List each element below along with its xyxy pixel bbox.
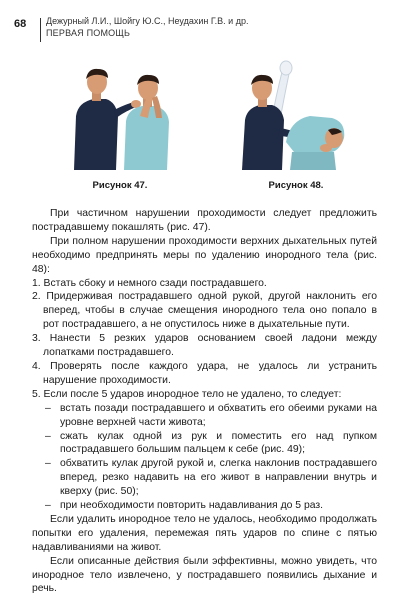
header-authors: Дежурный Л.И., Шойгу Ю.С., Неудахин Г.В. и др. — [46, 16, 249, 26]
body-text — [32, 207, 377, 596]
header-divider — [40, 18, 41, 42]
list-item: 1. Встать сбоку и немного сзади пострадавшего. — [32, 277, 267, 289]
list-item: 5. Если после 5 ударов инородное тело не удалено, то следует: — [32, 388, 342, 400]
figure-48-caption: Рисунок 48. — [268, 180, 324, 191]
sub-list-item: – обхватить кулак другой рукой и, слегка наклонив пострадавшего вперед, резко надавить на его живот в направлении внутрь и кверху (рис. 50); — [32, 457, 377, 499]
paragraph-2: При полном нарушении проходимости верхних дыхательных путей необходимо предпринять меры по удалению инородного тела (рис. 48): — [32, 235, 377, 275]
page-number: 68 — [14, 18, 27, 30]
list-item: 2. Придерживая пострадавшего одной рукой, другой наклонить его вперед, чтобы в случае смещения инородного тела оно попало в рот пострадавшего, а не опустилось ниже в дыхательные пути. — [32, 291, 377, 331]
paragraph-1: При частичном нарушении проходимости следует предложить пострадавшему покашлять (рис. 47). — [32, 208, 377, 233]
figure-47-caption: Рисунок 47. — [92, 180, 148, 191]
page-header — [14, 16, 404, 40]
sub-list-item: – встать позади пострадавшего и обхватить его обеими руками на уровне верхней части живота; — [32, 402, 377, 430]
figure-48-illustration — [236, 56, 350, 170]
figure-47-illustration — [64, 66, 176, 170]
header-book-title: ПЕРВАЯ ПОМОЩЬ — [46, 28, 131, 38]
paragraph-4: Если описанные действия были эффективны, можно увидеть, что инородное тело извлечено, у пострадавшего появились дыхание и речь. — [32, 555, 377, 595]
list-item: 4. Проверять после каждого удара, не удалось ли устранить нарушение проходимости. — [32, 360, 377, 386]
sub-list-item: – при необходимости повторить надавливания до 5 раз. — [32, 499, 377, 513]
list-item: 3. Нанести 5 резких ударов основанием своей ладони между лопатками пострадавшего. — [32, 333, 377, 359]
paragraph-3: Если удалить инородное тело не удалось, необходимо продолжать попытки его удаления, перемежая пять ударов по спине с пятью надавливаниями на живот. — [32, 513, 377, 553]
sub-list-item: – сжать кулак одной из рук и поместить его над пупком пострадавшего большим пальцем к себе (рис. 49); — [32, 430, 377, 458]
